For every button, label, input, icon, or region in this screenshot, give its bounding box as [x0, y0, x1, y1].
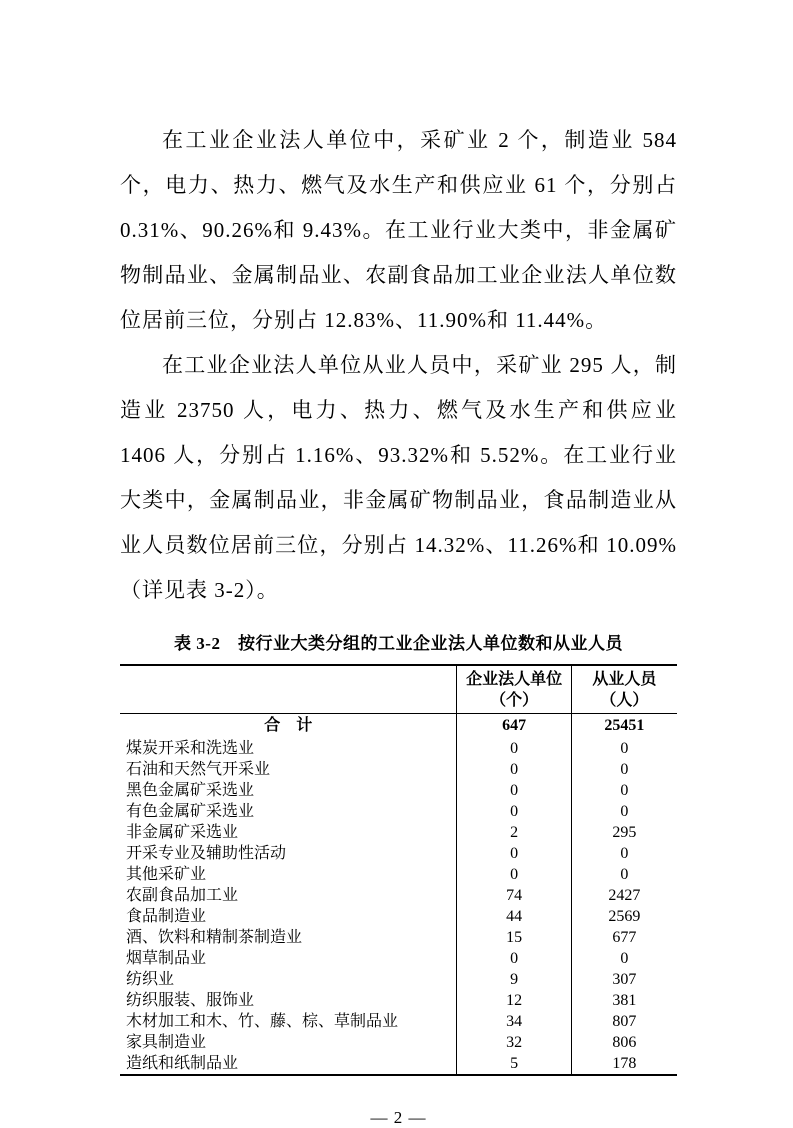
table-title: 表 3-2 按行业大类分组的工业企业法人单位数和从业人员 — [174, 634, 623, 653]
units-value: 74 — [457, 885, 571, 906]
units-value: 0 — [457, 843, 571, 864]
table-row — [120, 969, 677, 990]
units-value: 12 — [457, 990, 571, 1011]
row-label: 木材加工和木、竹、藤、棕、草制品业 — [126, 1013, 399, 1030]
row-label: 石油和天然气开采业 — [126, 761, 271, 778]
units-value: 5 — [457, 1053, 571, 1075]
employees-value: 381 — [571, 990, 677, 1011]
row-label: 非金属矿采选业 — [126, 824, 239, 841]
row-label: 纺织服装、服饰业 — [126, 992, 255, 1009]
table-row — [120, 822, 677, 843]
row-label: 纺织业 — [126, 971, 175, 988]
table-row-total — [120, 714, 677, 739]
col-header-units — [457, 665, 571, 714]
employees-value: 807 — [571, 1011, 677, 1032]
units-value: 647 — [457, 714, 571, 739]
employees-value: 2569 — [571, 906, 677, 927]
row-label: 有色金属矿采选业 — [126, 803, 255, 820]
employees-value: 0 — [571, 738, 677, 759]
row-label: 其他采矿业 — [126, 866, 207, 883]
col-header-units-line2: （个） — [490, 692, 539, 709]
body-paragraph-2: 在工业企业法人单位从业人员中，采矿业 295 人，制造业 23750 人，电力、热力、燃气及水生产和供应业 1406 人，分别占 1.16%、93.32%和 5.52%。在工业行业大类中，金属制品业，非金属矿物制品业，食品制造业从业人员数位居前三位，分别占 14.32%、11.26%和 10.09%（详见表 3-2）。 — [120, 353, 677, 602]
employees-value: 0 — [571, 780, 677, 801]
employees-value: 0 — [571, 843, 677, 864]
units-value: 0 — [457, 738, 571, 759]
units-value: 32 — [457, 1032, 571, 1053]
table-row — [120, 885, 677, 906]
employees-value: 0 — [571, 801, 677, 822]
table-row — [120, 990, 677, 1011]
row-label: 烟草制品业 — [126, 950, 207, 967]
units-value: 0 — [457, 759, 571, 780]
row-label: 酒、饮料和精制茶制造业 — [126, 929, 303, 946]
table-row — [120, 759, 677, 780]
row-label: 食品制造业 — [126, 908, 207, 925]
table-row — [120, 1011, 677, 1032]
employees-value: 677 — [571, 927, 677, 948]
row-label: 开采专业及辅助性活动 — [126, 845, 287, 862]
table-header-row — [120, 665, 677, 714]
table-row — [120, 927, 677, 948]
table-row — [120, 906, 677, 927]
employees-value: 0 — [571, 864, 677, 885]
table-row — [120, 843, 677, 864]
col-header-units-line1: 企业法人单位 — [466, 671, 563, 688]
units-value: 44 — [457, 906, 571, 927]
row-label: 农副食品加工业 — [126, 887, 239, 904]
page-number: — 2 — — [370, 1108, 427, 1127]
col-header-employees-line2: （人） — [600, 692, 649, 709]
units-value: 0 — [457, 948, 571, 969]
employees-value: 0 — [571, 759, 677, 780]
units-value: 0 — [457, 864, 571, 885]
col-header-employees-line1: 从业人员 — [592, 671, 657, 688]
row-label: 造纸和纸制品业 — [126, 1055, 239, 1072]
body-paragraph-1: 在工业企业法人单位中，采矿业 2 个，制造业 584 个，电力、热力、燃气及水生产和供应业 61 个，分别占 0.31%、90.26%和 9.43%。在工业行业大类中，非金属矿物制品业、金属制品业、农副食品加工业企业法人单位数位居前三位，分别占 12.83%、11.90%和 11.44%。 — [120, 128, 677, 332]
units-value: 9 — [457, 969, 571, 990]
table-row — [120, 1032, 677, 1053]
table-row — [120, 1053, 677, 1075]
industry-stats-table — [120, 664, 677, 1076]
row-label: 合 计 — [264, 717, 313, 734]
col-header-employees — [571, 665, 677, 714]
employees-value: 0 — [571, 948, 677, 969]
employees-value: 25451 — [571, 714, 677, 739]
employees-value: 2427 — [571, 885, 677, 906]
units-value: 34 — [457, 1011, 571, 1032]
units-value: 15 — [457, 927, 571, 948]
row-label: 煤炭开采和洗选业 — [126, 740, 255, 757]
table-row — [120, 801, 677, 822]
table-row — [120, 780, 677, 801]
employees-value: 307 — [571, 969, 677, 990]
row-label: 黑色金属矿采选业 — [126, 782, 255, 799]
table-row — [120, 864, 677, 885]
units-value: 0 — [457, 780, 571, 801]
units-value: 2 — [457, 822, 571, 843]
table-row — [120, 738, 677, 759]
employees-value: 295 — [571, 822, 677, 843]
col-header-industry — [120, 665, 457, 714]
employees-value: 178 — [571, 1053, 677, 1075]
employees-value: 806 — [571, 1032, 677, 1053]
table-row — [120, 948, 677, 969]
units-value: 0 — [457, 801, 571, 822]
row-label: 家具制造业 — [126, 1034, 207, 1051]
